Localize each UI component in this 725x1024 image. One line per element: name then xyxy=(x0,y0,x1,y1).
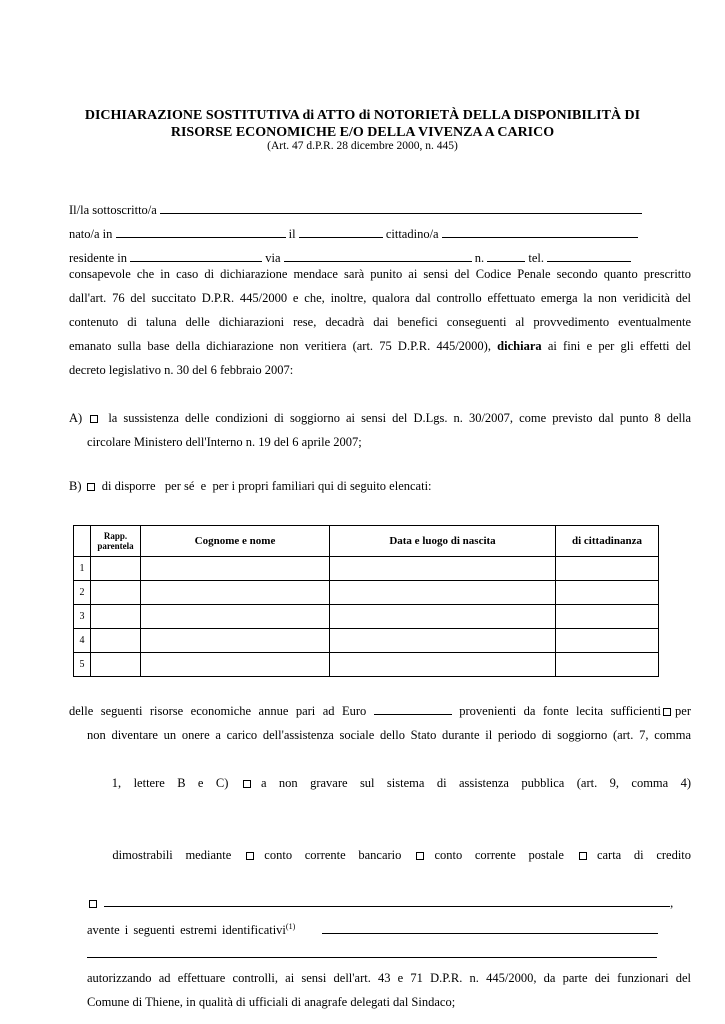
row-number: 2 xyxy=(74,581,91,605)
sottoscritto-row xyxy=(69,202,691,218)
nascita-cell[interactable] xyxy=(330,629,556,653)
risorse-line: non diventare un onere a carico dell'assistenza sociale dello Stato durante il periodo di soggiorno (art. 7, comma xyxy=(87,728,691,742)
nascita-cell[interactable] xyxy=(330,581,556,605)
cognome-cell[interactable] xyxy=(141,653,330,677)
il-label: il xyxy=(288,227,296,241)
sufficienti-checkbox[interactable] xyxy=(663,708,671,716)
document-title-line-1: DICHIARAZIONE SOSTITUTIVA di ATTO di NOTORIETÀ DELLA DISPONIBILITÀ DI xyxy=(84,108,641,123)
parentela-cell[interactable] xyxy=(91,557,141,581)
cittadinanza-cell[interactable] xyxy=(556,629,659,653)
sottoscritto-field[interactable] xyxy=(160,202,642,214)
tel-label: tel. xyxy=(528,251,544,265)
nato-label: nato/a in xyxy=(69,227,113,241)
table-row xyxy=(74,605,659,629)
table-header-parentela: Rapp. parentela xyxy=(91,526,141,557)
option-b-checkbox[interactable] xyxy=(87,483,95,491)
nascita-cell[interactable] xyxy=(330,605,556,629)
luogo-nascita-field[interactable] xyxy=(116,226,286,238)
option-a-text-cont: circolare Ministero dell'Interno n. 19 del 6 aprile 2007; xyxy=(87,435,362,449)
data-nascita-field[interactable] xyxy=(299,226,383,238)
risorse-line: 1, lettere B e C) a non gravare sul sistema di assistenza pubblica (art. 9, comma 4) xyxy=(111,776,691,790)
table-header-cittadinanza: di cittadinanza xyxy=(556,526,659,557)
non-gravare-checkbox[interactable] xyxy=(243,780,251,788)
consapevole-paragraph xyxy=(69,262,691,382)
risorse-section xyxy=(69,699,691,1014)
familiari-table xyxy=(73,525,659,677)
numero-label: n. xyxy=(474,251,485,265)
cittadinanza-cell[interactable] xyxy=(556,581,659,605)
dichiara-keyword: dichiara xyxy=(497,339,542,353)
option-a-checkbox[interactable] xyxy=(90,415,98,423)
nascita-row xyxy=(69,226,691,242)
row-number: 1 xyxy=(74,557,91,581)
numero-civico-field[interactable] xyxy=(487,250,525,262)
altro-field[interactable] xyxy=(104,895,670,907)
parentela-cell[interactable] xyxy=(91,653,141,677)
table-row xyxy=(74,581,659,605)
nascita-cell[interactable] xyxy=(330,557,556,581)
parentela-cell[interactable] xyxy=(91,629,141,653)
risorse-line xyxy=(69,942,691,966)
carta-credito-checkbox[interactable] xyxy=(579,852,587,860)
consapevole-line: contenuto di taluna delle dichiarazioni rese, decadrà dai benefici conseguenti al provvedimento eventualmente xyxy=(69,315,691,329)
consapevole-line: dall'art. 76 del succitato D.P.R. 445/2000 e che, inoltre, qualora dal controllo effettuato emerga la non veridicità del xyxy=(69,291,691,305)
option-a-text: la sussistenza delle condizioni di soggiorno ai sensi del D.Lgs. n. 30/2007, come previsto dal punto 8 della xyxy=(108,411,692,425)
risorse-line: autorizzando ad effettuare controlli, ai sensi dell'art. 43 e 71 D.P.R. n. 445/2000, da parte dei funzionari del xyxy=(87,971,691,986)
option-b-text: di disporre per sé e per i propri familiari qui di seguito elencati: xyxy=(101,479,432,493)
row-number: 4 xyxy=(74,629,91,653)
cognome-cell[interactable] xyxy=(141,629,330,653)
table-header-cell xyxy=(74,526,91,557)
risorse-line: dimostrabili mediante conto corrente bancario conto corrente postale carta di credito xyxy=(112,848,692,862)
conto-bancario-checkbox[interactable] xyxy=(246,852,254,860)
table-header-row xyxy=(74,526,659,557)
table-row xyxy=(74,653,659,677)
cittadinanza-cell[interactable] xyxy=(556,653,659,677)
row-number: 5 xyxy=(74,653,91,677)
cognome-cell[interactable] xyxy=(141,557,330,581)
consapevole-line: emanato sulla base della dichiarazione non veritiera (art. 75 D.P.R. 445/2000), dichiara ai fini e per gli effetti del xyxy=(69,339,692,353)
cittadino-label: cittadino/a xyxy=(385,227,439,241)
document-subtitle: (Art. 47 d.P.R. 28 dicembre 2000, n. 445) xyxy=(267,140,458,152)
document-title-line-2: RISORSE ECONOMICHE E/O DELLA VIVENZA A CARICO xyxy=(170,125,555,140)
parentela-cell[interactable] xyxy=(91,581,141,605)
altro-checkbox[interactable] xyxy=(89,900,97,908)
consapevole-line: decreto legislativo n. 30 del 6 febbraio 2007: xyxy=(69,363,294,377)
risorse-line: Comune di Thiene, in qualità di ufficiali di anagrafe delegati dal Sindaco; xyxy=(87,995,456,1010)
risorse-line: delle seguenti risorse economiche annue pari ad Euro provenienti da fonte lecita sufficienti per xyxy=(69,704,691,718)
risorse-line: , xyxy=(69,891,691,915)
residente-label: residente in xyxy=(69,251,127,265)
row-number: 3 xyxy=(74,605,91,629)
estremi-field-cont[interactable] xyxy=(87,946,657,958)
cittadinanza-cell[interactable] xyxy=(556,605,659,629)
footnote-reference: (1) xyxy=(285,922,296,931)
sottoscritto-label: Il/la sottoscritto/a xyxy=(69,203,157,217)
option-a xyxy=(69,406,691,454)
option-b xyxy=(69,478,432,494)
option-b-letter: B) xyxy=(69,479,82,493)
risorse-line: avente i seguenti estremi identificativi$^{(1)}$ xyxy=(69,915,691,942)
table-header-cognome: Cognome e nome xyxy=(141,526,330,557)
residenza-comune-field[interactable] xyxy=(130,250,262,262)
estremi-field[interactable] xyxy=(322,922,658,934)
cittadinanza-cell[interactable] xyxy=(556,557,659,581)
via-field[interactable] xyxy=(284,250,472,262)
importo-euro-field[interactable] xyxy=(374,703,452,715)
nascita-cell[interactable] xyxy=(330,653,556,677)
via-label: via xyxy=(265,251,281,265)
cognome-cell[interactable] xyxy=(141,605,330,629)
cognome-cell[interactable] xyxy=(141,581,330,605)
option-a-letter: A) xyxy=(69,411,83,425)
cittadinanza-field[interactable] xyxy=(442,226,638,238)
table-row xyxy=(74,557,659,581)
table-row xyxy=(74,629,659,653)
consapevole-line: consapevole che in caso di dichiarazione mendace sarà punito ai sensi del Codice Penale secondo quanto prescritto xyxy=(69,267,691,281)
conto-postale-checkbox[interactable] xyxy=(416,852,424,860)
telefono-field[interactable] xyxy=(547,250,631,262)
table-header-nascita: Data e luogo di nascita xyxy=(330,526,556,557)
parentela-cell[interactable] xyxy=(91,605,141,629)
